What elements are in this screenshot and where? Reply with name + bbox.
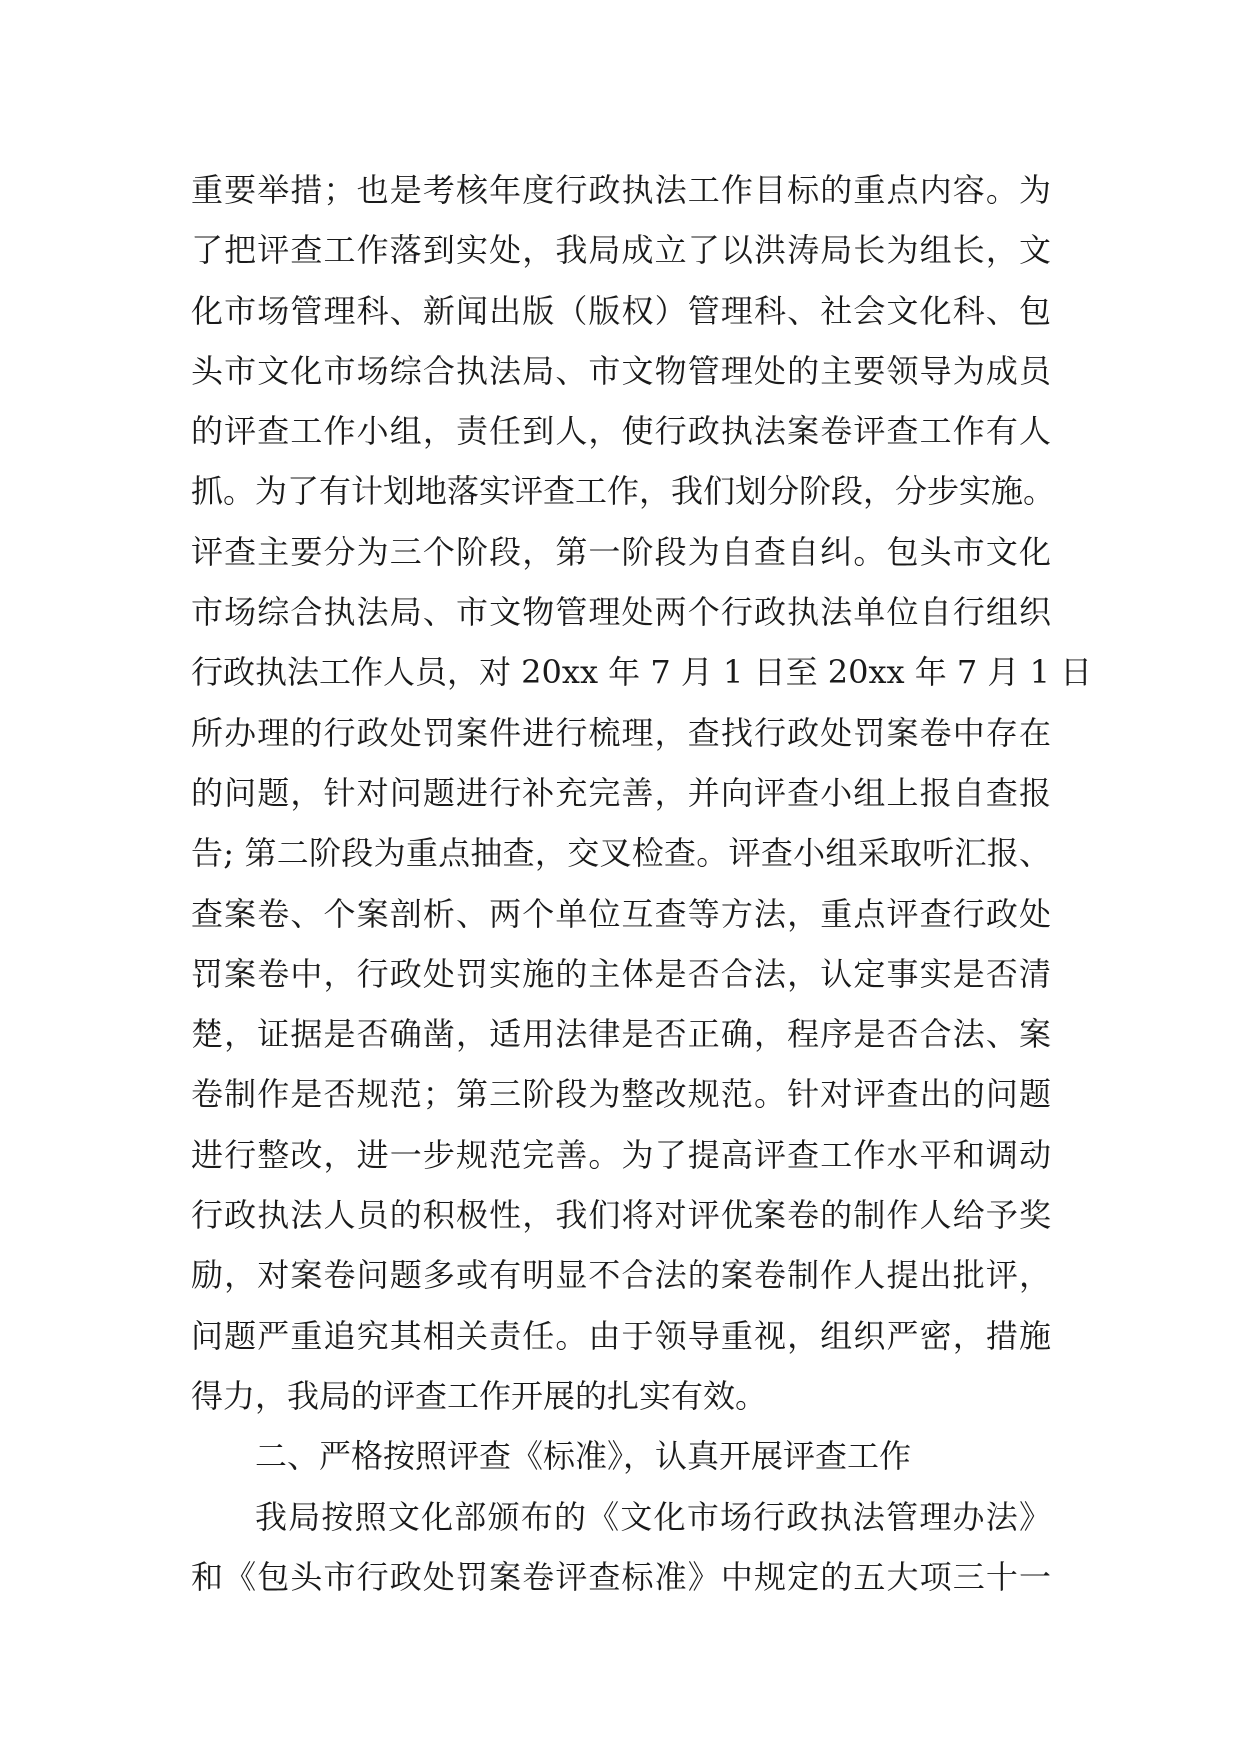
text-line: 重要举措；也是考核年度行政执法工作目标的重点内容。为 xyxy=(191,171,1051,209)
text-line: 的评查工作小组，责任到人，使行政执法案卷评查工作有人 xyxy=(191,412,1051,451)
text-line: 楚，证据是否确凿，适用法律是否正确，程序是否合法、案 xyxy=(191,1015,1051,1054)
text-line: 问题严重追究其相关责任。由于领导重视，组织严密，措施 xyxy=(191,1316,1051,1355)
text-line: 行政执法工作人员，对 20xx 年 7 月 1 日至 20xx 年 7 月 1 日 xyxy=(191,653,1093,692)
text-line: 所办理的行政处罚案件进行梳理，查找行政处罚案卷中存在 xyxy=(191,713,1051,752)
text-line: 化市场管理科、新闻出版（版权）管理科、社会文化科、包 xyxy=(191,291,1051,330)
text-line: 评查主要分为三个阶段，第一阶段为自查自纠。包头市文化 xyxy=(191,532,1051,571)
text-line: 行政执法人员的积极性，我们将对评优案卷的制作人给予奖 xyxy=(191,1196,1051,1235)
text-line: 得力，我局的评查工作开展的扎实有效。 xyxy=(191,1376,768,1415)
text-line: 和《包头市行政处罚案卷评查标准》中规定的五大项三十一 xyxy=(191,1557,1051,1596)
text-line: 进行整改，进一步规范完善。为了提高评查工作水平和调动 xyxy=(191,1135,1051,1174)
text-line: 市场综合执法局、市文物管理处两个行政执法单位自行组织 xyxy=(191,593,1051,632)
text-line: 告; 第二阶段为重点抽查，交叉检查。评查小组采取听汇报、 xyxy=(191,834,1051,873)
text-line: 了把评查工作落到实处，我局成立了以洪涛局长为组长，文 xyxy=(191,231,1051,270)
text-line: 卷制作是否规范；第三阶段为整改规范。针对评查出的问题 xyxy=(191,1075,1051,1114)
text-line: 我局按照文化部颁布的《文化市场行政执法管理办法》 xyxy=(255,1497,1051,1536)
text-line: 罚案卷中，行政处罚实施的主体是否合法，认定事实是否清 xyxy=(191,954,1051,993)
text-line: 头市文化市场综合执法局、市文物管理处的主要领导为成员 xyxy=(191,351,1051,390)
section-heading: 二、严格按照评查《标准》，认真开展评查工作 xyxy=(255,1437,912,1476)
text-line: 励，对案卷问题多或有明显不合法的案卷制作人提出批评， xyxy=(191,1256,1051,1295)
text-line: 的问题，针对问题进行补充完善，并向评查小组上报自查报 xyxy=(191,773,1051,812)
text-line: 抓。为了有计划地落实评查工作，我们划分阶段，分步实施。 xyxy=(191,472,1056,511)
text-line: 查案卷、个案剖析、两个单位互查等方法，重点评查行政处 xyxy=(191,894,1051,933)
document-body xyxy=(191,160,1093,1607)
